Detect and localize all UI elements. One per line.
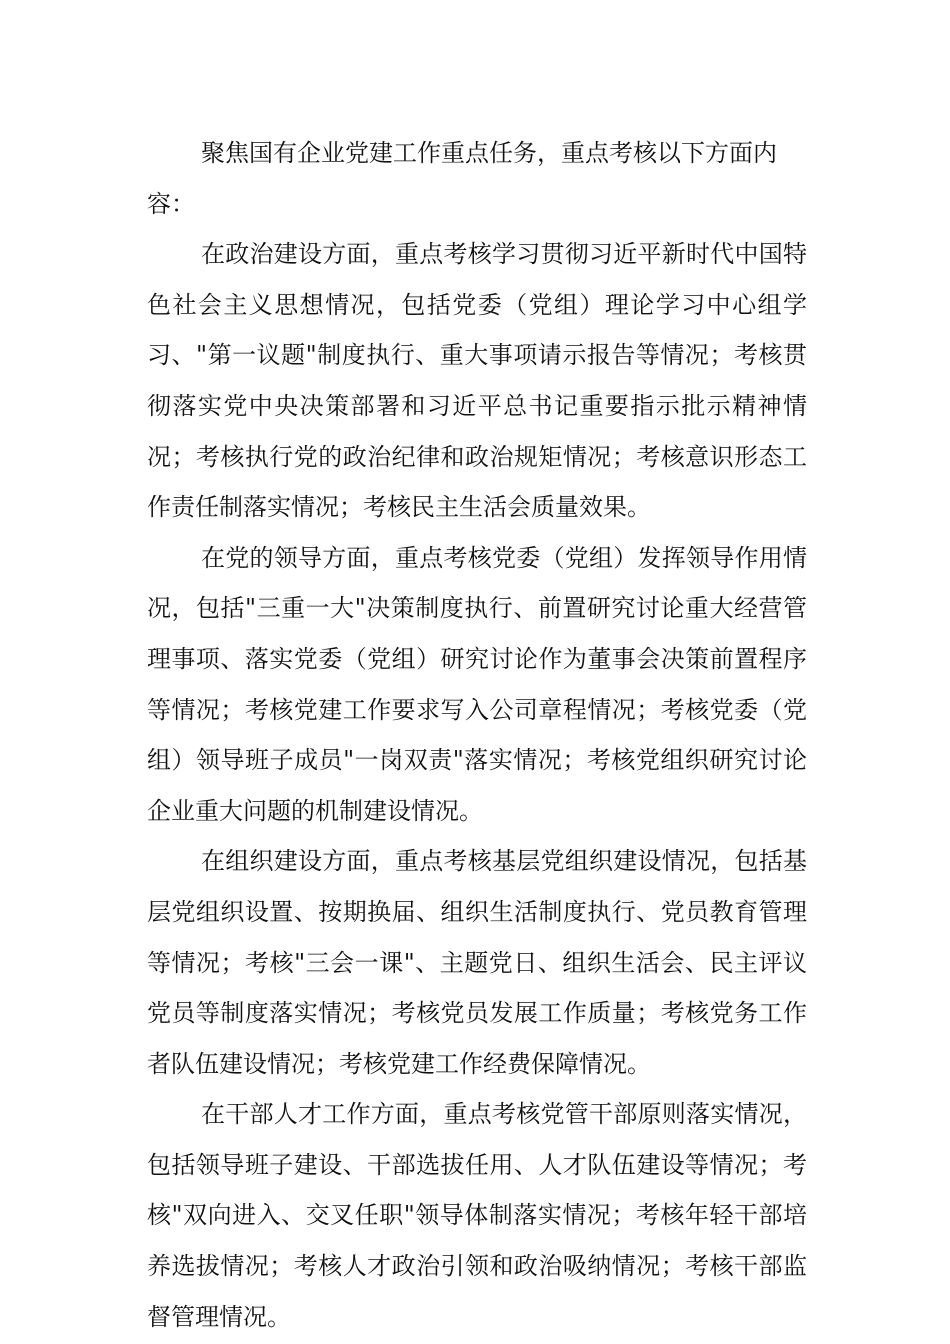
party-leadership-paragraph: 在党的领导方面，重点考核党委（党组）发挥领导作用情况，包括"三重一大"决策制度执行、前置研究讨论重大经营管理事项、落实党委（党组）研究讨论作为董事会决策前置程序等情况；考核党建工作要求写入公司章程情况；考核党委（党组）领导班子成员"一岗双责"落实情况；考核党组织研究讨论企业重大问题的机制建设情况。 bbox=[147, 543, 807, 825]
intro-paragraph: 聚焦国有企业党建工作重点任务，重点考核以下方面内容： bbox=[147, 139, 777, 218]
document-body bbox=[147, 128, 807, 1342]
cadre-talent-paragraph: 在干部人才工作方面，重点考核党管干部原则落实情况，包括领导班子建设、干部选拔任用、人才队伍建设等情况；考核"双向进入、交叉任职"领导体制落实情况；考核年轻干部培养选拔情况；考核人才政治引领和政治吸纳情况；考核干部监督管理情况。 bbox=[147, 1100, 807, 1331]
political-construction-paragraph: 在政治建设方面，重点考核学习贯彻习近平新时代中国特色社会主义思想情况，包括党委（党组）理论学习中心组学习、"第一议题"制度执行、重大事项请示报告等情况；考核贯彻落实党中央决策部署和习近平总书记重要指示批示精神情况；考核执行党的政治纪律和政治规矩情况；考核意识形态工作责任制落实情况；考核民主生活会质量效果。 bbox=[147, 240, 807, 522]
organization-construction-paragraph: 在组织建设方面，重点考核基层党组织建设情况，包括基层党组织设置、按期换届、组织生活制度执行、党员教育管理等情况；考核"三会一课"、主题党日、组织生活会、民主评议党员等制度落实情况；考核党员发展工作质量；考核党务工作者队伍建设情况；考核党建工作经费保障情况。 bbox=[147, 847, 807, 1078]
